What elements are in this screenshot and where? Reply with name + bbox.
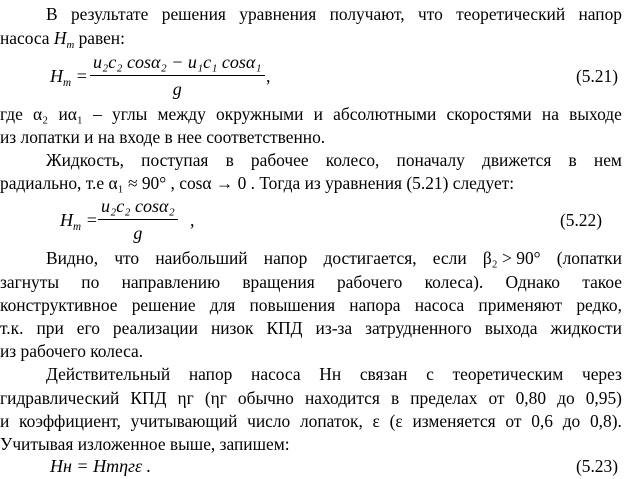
word: движется — [482, 150, 552, 170]
word: с — [426, 364, 434, 384]
word: теоретическим — [452, 364, 564, 384]
equation-comma: , — [190, 210, 195, 230]
word: Действительный — [46, 364, 171, 384]
word: поначалу — [396, 150, 465, 170]
word: в — [390, 388, 400, 408]
word: достигается, — [323, 248, 417, 268]
word: связан — [359, 364, 408, 384]
word: уравнения — [239, 4, 317, 24]
word: окружными — [216, 104, 304, 124]
paragraph-line-1 — [0, 3, 622, 25]
word: (ηг — [204, 388, 227, 408]
numerator-text: u₂c₂ cosα₂ − u₁c₁ cosα₁ — [93, 52, 262, 72]
equation-fraction — [98, 196, 178, 244]
word: (ε — [389, 411, 403, 431]
paragraph-line-10 — [0, 317, 622, 339]
word: где — [0, 104, 23, 124]
word: что — [417, 4, 443, 24]
paragraph-line-12 — [0, 363, 622, 385]
word: из-за — [315, 318, 353, 338]
word: и — [0, 411, 10, 431]
word: В — [46, 4, 58, 24]
fraction-denominator: g — [172, 79, 182, 99]
word: направлению — [121, 272, 221, 292]
word: наибольший — [155, 248, 248, 268]
word: Жидкость, — [46, 150, 125, 170]
word: α₂ — [33, 104, 49, 124]
word: от — [505, 411, 522, 431]
paragraph-line-4: из лопатки и на входе в нее соответственно. — [0, 127, 326, 147]
word: скоростями — [446, 104, 532, 124]
equation-number: (5.22) — [559, 210, 602, 230]
paragraph-line-11: из рабочего колеса. — [0, 341, 144, 361]
word: редко, — [576, 295, 622, 315]
paragraph-line-6: радиально, т.е α₁ ≈ 90° , cosα → 0 . Тогда из уравнения (5.21) следует: — [0, 173, 515, 193]
word: между — [157, 104, 206, 124]
word: реализации — [112, 318, 198, 338]
equation-lhs: $H_т$ = — [60, 210, 98, 233]
math-var-H: H — [50, 66, 63, 86]
word: 0,8). — [589, 411, 622, 431]
word: его — [76, 318, 100, 338]
equation-fraction — [90, 52, 265, 100]
word: 0,95) — [585, 388, 622, 408]
equation-text — [50, 455, 151, 477]
word: пределах — [410, 388, 478, 408]
math-var-H: H — [60, 210, 73, 230]
word: абсолютными — [333, 104, 437, 124]
word: Однако — [505, 272, 560, 292]
word: такое — [582, 272, 622, 292]
equation-5-22 — [0, 196, 622, 246]
word: до — [557, 388, 575, 408]
paragraph-line-3 — [0, 103, 622, 125]
paragraph-line-7 — [0, 247, 622, 269]
word: Видно, — [46, 248, 99, 268]
word: КПД — [130, 388, 167, 408]
word: применяют — [478, 295, 563, 315]
word: углы — [112, 104, 148, 124]
word: загнуты — [0, 272, 60, 292]
numerator-text: u₂c₂ cosα₂ — [101, 196, 175, 216]
word: β₂ > 90° — [482, 248, 541, 268]
word: результате — [70, 4, 149, 24]
word: КПД — [266, 318, 303, 338]
word: колесо, — [325, 150, 380, 170]
text-span: насоса — [0, 28, 54, 48]
math-var-H: H — [53, 28, 67, 48]
word: для — [209, 295, 236, 315]
word: и — [313, 104, 323, 124]
word: учитывающий — [130, 411, 238, 431]
word: вращения — [242, 272, 315, 292]
word: ε — [372, 411, 380, 431]
math-sub-t: т — [73, 220, 82, 233]
word: низок — [210, 318, 254, 338]
word: поступая — [141, 150, 209, 170]
word: затрудненного — [365, 318, 472, 338]
word: в — [568, 150, 577, 170]
equation-5-21 — [0, 52, 622, 102]
text-span: равен: — [74, 28, 125, 48]
word: рабочее — [250, 150, 309, 170]
equation-lhs: $H_т$ = — [50, 66, 88, 89]
word: в — [225, 150, 234, 170]
word: выходе — [569, 104, 622, 124]
word: по — [81, 272, 100, 292]
paragraph-line-5 — [0, 149, 622, 171]
word: колеса). — [424, 272, 484, 292]
fraction-numerator — [98, 196, 178, 220]
word: (лопатки — [556, 248, 622, 268]
word: рабочего — [336, 272, 403, 292]
word: через — [581, 364, 622, 384]
word: теоретический — [456, 4, 566, 24]
word: решение — [131, 295, 196, 315]
word: напор — [578, 4, 622, 24]
word: напор — [263, 248, 308, 268]
word: решения — [161, 4, 226, 24]
word: находится — [304, 388, 380, 408]
word: получают, — [329, 4, 405, 24]
word: гидравлический — [0, 388, 120, 408]
paragraph-line-13 — [0, 387, 622, 409]
equation-expression: Hн = Hтηгε . — [50, 456, 152, 476]
word: жидкости — [550, 318, 622, 338]
word: повышения — [249, 295, 336, 315]
word: коэффициент, — [19, 411, 121, 431]
word: насоса — [414, 295, 465, 315]
paragraph-line-15: Учитывая изложенное выше, запишем: — [0, 434, 290, 454]
word: нем — [593, 150, 622, 170]
equation-comma: , — [266, 66, 271, 86]
word: лопаток, — [300, 411, 363, 431]
word: – — [93, 104, 102, 124]
word: 0,80 — [515, 388, 547, 408]
word: что — [114, 248, 140, 268]
word: напор — [188, 364, 233, 384]
fraction-numerator — [90, 52, 265, 76]
fraction-denominator: g — [133, 223, 143, 243]
equation-number: (5.23) — [575, 456, 618, 476]
word: Hн — [319, 364, 342, 384]
word: от — [488, 388, 505, 408]
word: число — [247, 411, 291, 431]
word: изменяется — [412, 411, 496, 431]
paragraph-line-9 — [0, 294, 622, 316]
word: насоса — [251, 364, 301, 384]
word: на — [541, 104, 559, 124]
paragraph-line-2 — [0, 27, 622, 49]
word: конструктивное — [0, 295, 118, 315]
paragraph-line-8 — [0, 271, 622, 293]
word: т.к. — [0, 318, 24, 338]
word: иα₁ — [58, 104, 83, 124]
word: 0,6 — [531, 411, 553, 431]
math-sub-t: т — [66, 38, 75, 51]
word: выхода — [484, 318, 538, 338]
equation-number: (5.21) — [575, 66, 618, 86]
word: при — [36, 318, 64, 338]
word: если — [432, 248, 467, 268]
word: ηг — [177, 388, 194, 408]
word: до — [562, 411, 581, 431]
word: напора — [349, 295, 401, 315]
math-sub-t: т — [63, 76, 72, 89]
word: обычно — [237, 388, 294, 408]
paragraph-line-14 — [0, 410, 622, 432]
